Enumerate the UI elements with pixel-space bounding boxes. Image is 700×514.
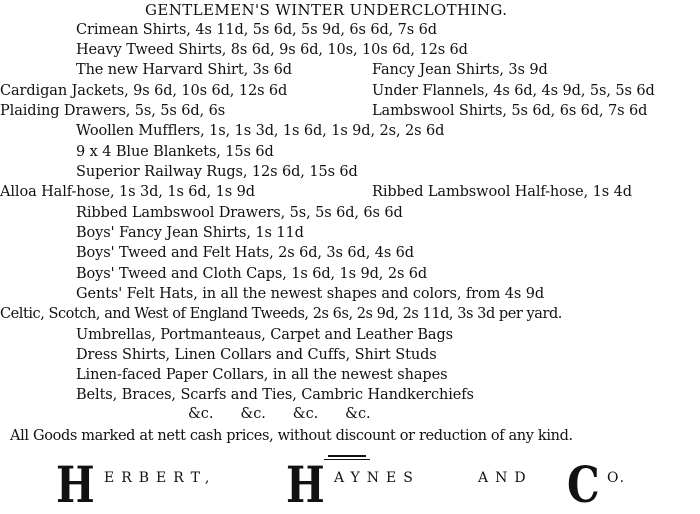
item-crimean-shirts: Crimean Shirts, 4s 11d, 5s 6d, 5s 9d, 6s 6d, 7s 6d bbox=[76, 22, 437, 38]
firm-initial-c: C bbox=[567, 455, 600, 514]
item-plaiding-drawers: Plaiding Drawers, 5s, 5s 6d, 6s bbox=[0, 103, 226, 119]
item-harvard-shirt: The new Harvard Shirt, 3s 6d bbox=[76, 62, 292, 78]
item-belts-braces: Belts, Braces, Scarfs and Ties, Cambric Handkerchiefs bbox=[76, 387, 474, 403]
divider-rule bbox=[328, 455, 366, 457]
item-tweeds: Celtic, Scotch, and West of England Tweeds, 2s 6s, 2s 9d, 2s 11d, 3s 3d per yard. bbox=[0, 306, 562, 322]
item-ribbed-half-hose: Ribbed Lambswool Half-hose, 1s 4d bbox=[372, 184, 632, 200]
item-boys-hats: Boys' Tweed and Felt Hats, 2s 6d, 3s 6d, 4s 6d bbox=[76, 245, 414, 261]
etc-line: &c. &c. &c. &c. bbox=[188, 406, 371, 422]
firm-name-co bbox=[567, 455, 627, 514]
item-dress-shirts: Dress Shirts, Linen Collars and Cuffs, Shirt Studs bbox=[76, 347, 437, 363]
item-woollen-mufflers: Woollen Mufflers, 1s, 1s 3d, 1s 6d, 1s 9d, 2s, 2s 6d bbox=[76, 123, 445, 139]
firm-word-erbert: ERBERT, bbox=[104, 470, 217, 486]
footer-note: All Goods marked at nett cash prices, without discount or reduction of any kind. bbox=[10, 428, 573, 444]
firm-word-aynes: AYNES bbox=[334, 470, 420, 486]
item-alloa-half-hose: Alloa Half-hose, 1s 3d, 1s 6d, 1s 9d bbox=[0, 184, 255, 200]
item-railway-rugs: Superior Railway Rugs, 12s 6d, 15s 6d bbox=[76, 164, 358, 180]
firm-name-herbert bbox=[56, 455, 217, 514]
firm-initial-h2: H bbox=[286, 455, 325, 514]
item-under-flannels: Under Flannels, 4s 6d, 4s 9d, 5s, 5s 6d bbox=[372, 83, 655, 99]
advertisement: GENTLEMEN'S WINTER UNDERCLOTHING. Crimean Shirts, 4s 11d, 5s 6d, 5s 9d, 6s 6d, 7s 6d Heavy Tweed Shirts, 8s 6d, 9s 6d, 10s, 10s 6d, 12s 6d The new Harvard Shirt, 3s 6d Fancy Jean Shirts, 3s 9d Cardigan Jackets, 9s 6d, 10s 6d, 12s 6d Under Flannels, 4s 6d, 4s 9d, 5s, 5s 6d Plaiding Drawers, 5s, 5s 6d, 6s Lambswool Shirts, 5s 6d, 6s 6d, 7s 6d Woollen Mufflers, 1s, 1s 3d, 1s 6d, 1s 9d, 2s, 2s 6d 9 x 4 Blue Blankets, 15s 6d Superior Railway Rugs, 12s 6d, 15s 6d Alloa Half-hose, 1s 3d, 1s 6d, 1s 9d Ribbed Lambswool Half-hose, 1s 4d Ribbed Lambswool Drawers, 5s, 5s 6d, 6s 6d Boys' Fancy Jean Shirts, 1s 11d Boys' Tweed and Felt Hats, 2s 6d, 3s 6d, 4s 6d Boys' Tweed and Cloth Caps, 1s 6d, 1s 9d, 2s 6d Gents' Felt Hats, in all the newest shapes and colors, from 4s 9d Celtic, Scotch, and West of England Tweeds, 2s 6s, 2s 9d, 2s 11d, 3s 3d per yard. Umbrellas, Portmanteaus, Carpet and Leather Bags Dress Shirts, Linen Collars and Cuffs, Shirt Studs Linen-faced Paper Collars, in all the newest shapes Belts, Braces, Scarfs and Ties, Cambric Handkerchiefs &c. &c. &c. &c. All Goods marked at nett cash prices, without discount or reduction of any kind. H ERBERT, H AYNES AND C O. bbox=[0, 1, 655, 514]
item-ribbed-drawers: Ribbed Lambswool Drawers, 5s, 5s 6d, 6s 6d bbox=[76, 205, 403, 221]
item-lambswool-shirts: Lambswool Shirts, 5s 6d, 6s 6d, 7s 6d bbox=[372, 103, 648, 119]
item-boys-jean-shirts: Boys' Fancy Jean Shirts, 1s 11d bbox=[76, 225, 304, 241]
item-fancy-jean-shirts: Fancy Jean Shirts, 3s 9d bbox=[372, 62, 548, 78]
firm-word-o: O. bbox=[607, 470, 627, 486]
item-paper-collars: Linen-faced Paper Collars, in all the newest shapes bbox=[76, 367, 448, 383]
ad-title: GENTLEMEN'S WINTER UNDERCLOTHING. bbox=[145, 1, 508, 19]
item-heavy-tweed-shirts: Heavy Tweed Shirts, 8s 6d, 9s 6d, 10s, 10s 6d, 12s 6d bbox=[76, 42, 468, 58]
item-cardigan-jackets: Cardigan Jackets, 9s 6d, 10s 6d, 12s 6d bbox=[0, 83, 288, 99]
item-blue-blankets: 9 x 4 Blue Blankets, 15s 6d bbox=[76, 144, 274, 160]
item-boys-caps: Boys' Tweed and Cloth Caps, 1s 6d, 1s 9d, 2s 6d bbox=[76, 266, 428, 282]
firm-initial-h1: H bbox=[56, 455, 95, 514]
item-felt-hats: Gents' Felt Hats, in all the newest shapes and colors, from 4s 9d bbox=[76, 286, 545, 302]
firm-name-haynes bbox=[286, 455, 420, 514]
item-umbrellas: Umbrellas, Portmanteaus, Carpet and Leather Bags bbox=[76, 327, 453, 343]
